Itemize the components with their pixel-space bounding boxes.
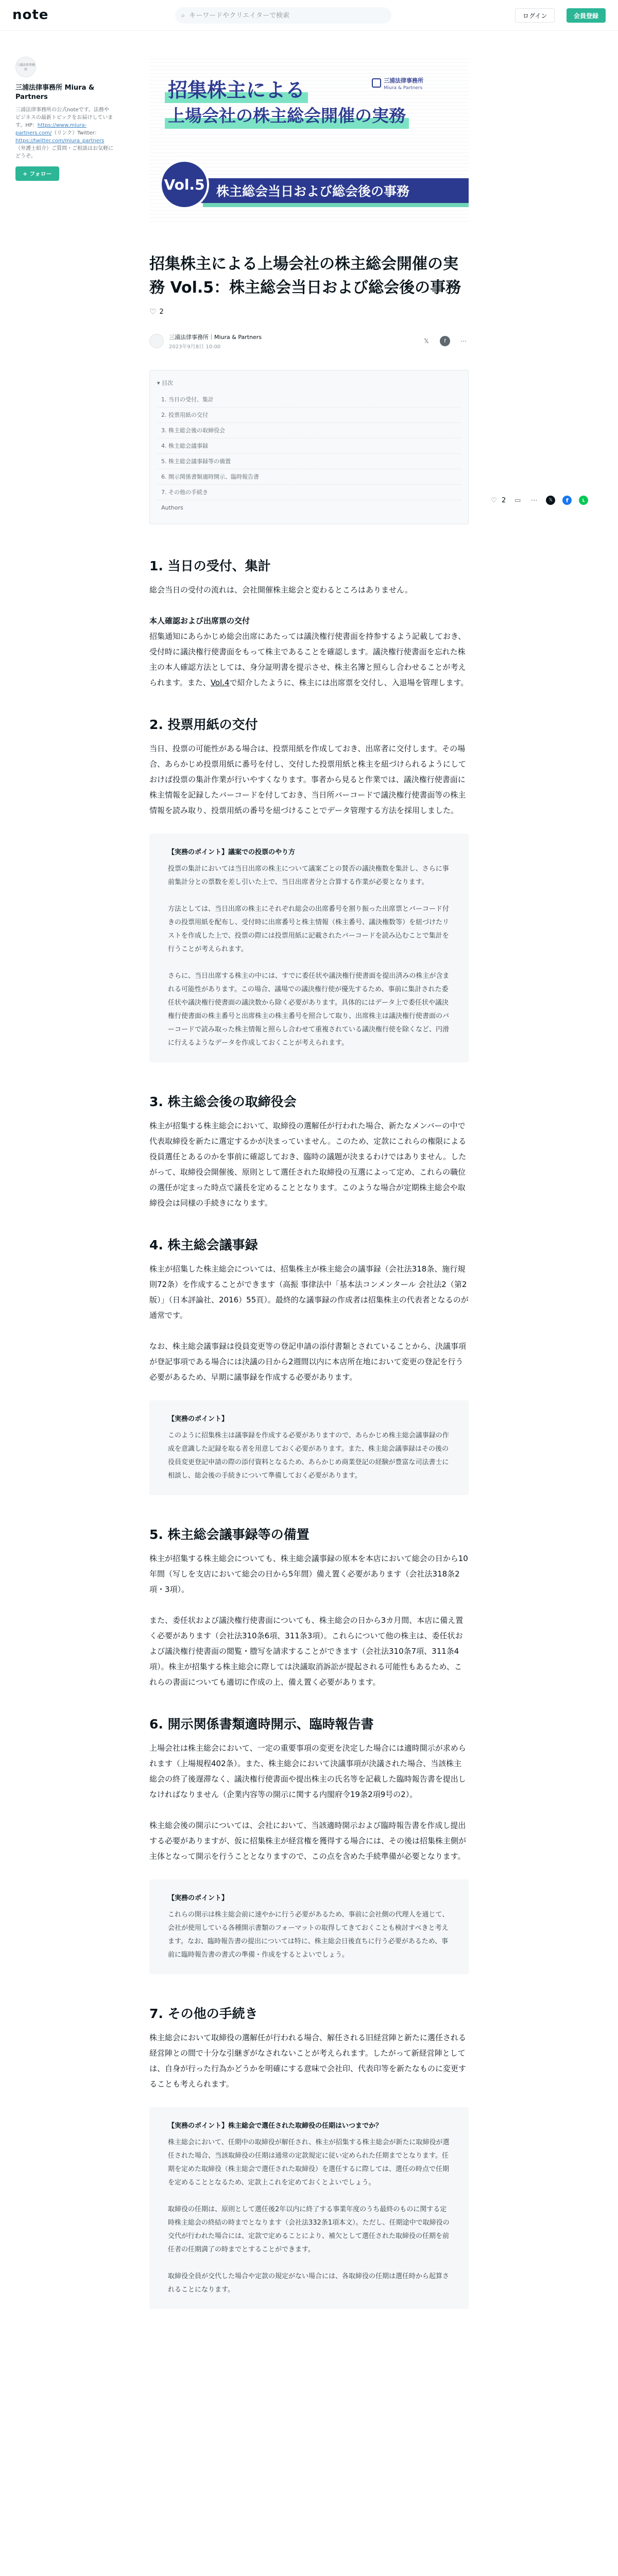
bio-prefix: 三浦法律事務所の公式noteです。法務やビジネスの最新トピックをお届けしています。HP： [15,107,113,128]
creator-avatar[interactable] [15,57,36,77]
box-paragraph: さらに、当日出席する株主の中には、すでに委任状や議決権行使書面を提出済みの株主が含まれる可能性があります。この場合、議場での議決権行使が優先するため、事前に集計された委任状や議決権行使書面の議決数から除く必要があります。具体的にはデータ上で委任状や議決権行使書面の株主番号と出席株主の株主番号を照合して取り、出席株主は議決権行使書面のバーコードで読み取った株主情報と照らし合わせて重複されている議決権行使を除くなど、円滑に行えるようなデータを作成しておくことが考えられます。 [168,972,450,1047]
section-3 [149,1093,469,1211]
author-avatar[interactable] [149,334,164,348]
article-title: 招集株主による上場会社の株主総会開催の実務 Vol.5：株主総会当日および総会後の事務 [149,255,461,297]
paragraph-text: 招集通知にあらかじめ総会出席にあたっては議決権行使書面を持参するよう記載しておき、受付時に議決権行使書面をもって株主であることを確認します。議決権行使書面を忘れた株主の本人確認方法としては、身分証明書を提示させ、株主名簿と照らし合わせることが考えられます。また、 [149,632,466,687]
comment-icon[interactable]: ▭ [514,496,521,504]
toc-item[interactable]: 5. 株主総会議事録等の備置 [157,454,461,469]
section-heading: 2. 投票用紙の交付 [149,717,258,732]
box-paragraph: 方法としては、当日出席の株主にそれぞれ総会の出席番号を割り振った出席票とバーコード付きの投票用紙を配布し、受付時に出席番号と株主情報（株主番号、議決権数等）を紐づけたリストを作成した上で、投票の際には投票用紙に記載されたバーコードを読み込むことで集計を行うことが考えられます。 [168,905,450,953]
vol4-link[interactable]: Vol.4 [210,678,230,687]
like-count: 2 [159,308,164,316]
section-heading: 3. 株主総会後の取締役会 [149,1094,297,1109]
floating-like-count: 2 [502,496,506,504]
hero-vol-badge: Vol.5 [160,160,209,209]
share-facebook-icon[interactable]: f [562,496,572,505]
subheading: 本人確認および出席票の交付 [149,616,250,625]
toc-item[interactable]: 3. 株主総会後の取締役会 [157,423,461,438]
practice-point-box [149,1400,469,1495]
hero-firm-en: Miura & Partners [384,86,423,91]
global-header [0,0,618,31]
bio-link-hp[interactable]: https://www.miura-partners.com/ [15,123,87,136]
box-title: 【実務のポイント】議案での投票のやり方 [168,849,296,856]
hero-image [149,57,469,225]
box-title: 【実務のポイント】 [168,1415,229,1423]
creator-name[interactable]: 三浦法律事務所 Miura & Partners [15,84,95,101]
section-heading: 4. 株主総会議事録 [149,1238,258,1252]
hero-band-accent [203,203,469,207]
share-x-icon[interactable]: 𝕏 [546,496,555,505]
section-heading: 1. 当日の受付、集計 [149,558,271,573]
section-4 [149,1236,469,1495]
search-bar[interactable] [175,7,391,24]
toc-item[interactable]: 6. 開示関係書類適時開示、臨時報告書 [157,469,461,485]
section-2 [149,716,469,1062]
practice-point-box [149,834,469,1062]
toc-item[interactable]: 7. その他の手続き [157,485,461,500]
article [149,252,469,2309]
note-logo[interactable]: note [12,7,49,23]
section-heading: 5. 株主総会議事録等の備置 [149,1527,310,1542]
toc-item[interactable]: 2. 投票用紙の交付 [157,408,461,423]
heart-icon[interactable]: ♡ [491,496,497,504]
box-title: 【実務のポイント】株主総会で選任された取締役の任期はいつまでか？ [168,2122,383,2130]
signup-button[interactable]: 会員登録 [566,8,606,23]
avatar-label: 三浦法律事務所 [16,63,35,72]
share-facebook-icon[interactable]: f [440,336,450,346]
box-paragraph: 取締役全員が交代した場合や定款の規定がない場合には、各取締役の任期は選任時から起算されることになります。 [168,2273,450,2294]
section-6 [149,1716,469,1974]
follow-plus-icon: + [23,170,28,177]
login-button[interactable]: ログイン [515,8,555,23]
bio-suffix: （弁護士紹介）ご質問・ご相談はお気軽にどうぞ。 [15,146,113,159]
paragraph-text: で紹介したように、株主には出席票を交付し、入退場を管理します。 [229,678,469,687]
toc-heading-label: 目次 [162,380,174,386]
paragraph [149,629,469,690]
follow-label: フォロー [29,171,52,177]
paragraph: 当日、投票の可能性がある場合は、投票用紙を作成しておき、出席者に交付します。その場合、あらかじめ投票用紙に番号を付し、交付した投票用紙と株主を紐づけられるようにしておけば投票の集計作業が行いやすくなります。事者から見ると作業では、議決権行使書面に株主情報を記録したバーコードを付しておき、当日所バーコードで議決権行使書面等の株主情報を読み取り、投票用紙の番号を紐づけることでデータ管理する方法を採用しました。 [149,744,467,815]
paragraph: 総会当日の受付の流れは、会社開催株主総会と変わるところはありません。 [149,585,413,595]
section-heading: 7. その他の手続き [149,2006,258,2021]
hero-firm-jp: 三浦法律事務所 [384,77,423,84]
search-icon: ⌕ [181,11,185,20]
box-title: 【実務のポイント】 [168,1894,229,1902]
section-5 [149,1526,469,1690]
publish-date: 2023年9月8日 10:00 [169,344,221,350]
search-input[interactable] [189,12,374,20]
table-of-contents [149,370,469,524]
author-row [149,331,469,351]
paragraph: なお、株主総会議事録は役員変更等の登記申請の添付書類とされていることから、決議事項が登記事項である場合には決議の日から2週間以内に本店所在地において変更の登記を行う必要があるため、早期に議事録を作成する必要があります。 [149,1342,467,1382]
hero-title-line2: 上場会社の株主総会開催の実務 [165,103,409,129]
hero-firm-name [384,77,423,92]
box-paragraph: 株主総会において、任期中の取締役が解任され、株主が招集する株主総会が新たに取締役が選任された場合、当該取締役の任期は通常の定款規定に従い定められた任期までとなります。任期を定めた取締役（株主総会で選任された取締役）を選任するに際しては、選任の時点で任期を定めることとなるため、定款上これを定めておくとよいでしょう。 [168,2139,450,2187]
box-paragraph: 投票の集計においては当日出席の株主について議案ごとの賛否の議決権数を集計し、さらに事前集計分との票数を差し引いた上で、当日出席者分と合算する作業が必要となります。 [168,865,449,886]
author-name[interactable]: 三浦法律事務所｜Miura & Partners [169,333,262,341]
paragraph: 株主が招集する株主総会において、取締役の選解任が行われた場合、新たなメンバーの中で代表取締役を新たに選定するかが決まっていません。このため、定款にこれらの権限による役員選任とあるのかを事前に確認しておき、臨時の議題が決まるわけではありません。したがって、取締役会開催後、原則として選任された取締役の互選によって定め、これらの職位の選任が定まった時点で議長を定めることとなります。このような場合が定期株主総会や取締役会は同様の手続きになります。 [149,1121,467,1208]
section-1 [149,557,469,690]
toc-heading[interactable] [157,379,461,387]
toc-item[interactable]: Authors [161,504,183,511]
section-7 [149,2005,469,2309]
paragraph: 株主が招集した株主総会については、招集株主が株主総会の議事録（会社法318条、施行規則72条）を作成することができます（高振 事律法中「基本法コンメンタール 会社法2（第2版）」（日本評論社、2016）55頁）。最終的な議事録の作成者は招集株主の代表者となるのが通常です。 [149,1264,469,1320]
share-icons [421,336,469,346]
share-x-icon[interactable]: 𝕏 [424,337,429,345]
section-heading: 6. 開示関係書類適時開示、臨時報告書 [149,1717,374,1732]
hero-band: 株主総会当日および総会後の事務 [196,178,469,203]
box-paragraph: 取締役の任期は、原則として選任後2年以内に終了する事業年度のうち最終のものに関する定時株主総会の終結の時までとなります（会社法332条1項本文）。ただし、任期途中で取締役の交代が行われた場合には、定款で定めることにより、補欠として選任された取締役の任期を前任者の任期満了の時までとすることができます。 [168,2206,450,2253]
paragraph: また、委任状および議決権行使書面についても、株主総会の日から3カ月間、本店に備え置く必要があります（会社法310条6項、311条3項）。これらについて他の株主は、委任状および議決権行使書面の閲覧・謄写を請求することができます（会社法310条7項、311条4項）。株主が招集する株主総会に際しては決議取消訴訟が提起される可能性もあるため、これらの書面についても適切に作成の上、備え置く必要があります。 [149,1616,464,1687]
like-row [149,307,469,316]
share-line-icon[interactable]: L [579,496,588,505]
paragraph: 株主が招集する株主総会についても、株主総会議事録の原本を本店において総会の日から10年間（写しを支店において総会の日から5年間）備え置く必要があります（会社法318条2項・3項）。 [149,1554,468,1594]
floating-actions [489,496,588,505]
firm-logo-icon [372,78,381,88]
paragraph: 株主総会において取締役の選解任が行われる場合、解任される旧経営陣と新たに選任される経営陣との間で十分な引継ぎがなされないことが考えられます。したがって新経営陣としては、自身が行った行為かどうかを明確にする意味で会社印、代表印等を新たなものに変更することも考えられます。 [149,2033,467,2089]
bio-link-twitter[interactable]: https://twitter.com/miura_partners [15,138,105,144]
more-options-icon[interactable]: ⋯ [460,337,467,345]
box-paragraph: これらの開示は株主総会前に速やかに行う必要があるため、事前に会社側の代理人を通じて、会社が使用している各種開示書類のフォーマットの取得してきておくことも検討すべきと考えます。なお、臨時報告書の提出については特に、株主総会日後直ちに行う必要があるため、事前に臨時報告書の書式の準備・作成をするとよいでしょう。 [168,1911,449,1959]
paragraph: 株主総会後の開示については、会社において、当該適時開示および臨時報告書を作成し提出する必要がありますが、仮に招集株主が経営権を獲得する場合には、その後は招集株主側が主体となって開示を行うこととなりますので、この点を含めた手続準備が必要となります。 [149,1821,467,1861]
author-meta [169,333,262,350]
bio-mid: （リンク）Twitter： [52,130,100,136]
practice-point-box [149,2107,469,2309]
creator-bio [15,106,113,160]
toc-item[interactable]: 4. 株主総会議事録 [157,438,461,454]
follow-button[interactable] [15,166,59,181]
toc-collapse-icon: ▾ [157,380,162,386]
more-options-icon[interactable]: ⋯ [530,496,538,504]
paragraph: 上場会社は株主総会において、一定の重要事項の変更を決定した場合には適時開示が求められます（上場規程402条）。また、株主総会において決議事項が決議された場合、当該株主総会の終了後遅滞なく、議決権行使書面や提出株主の氏名等を記載した臨時報告書を提出しなければなりません（企業内容等の開示に関する内閣府令19条2項9号の2）。 [149,1743,466,1799]
heart-icon[interactable]: ♡ [149,307,157,316]
toc-item[interactable]: 1. 当日の受付、集計 [157,392,461,408]
box-paragraph: このように招集株主は議事録を作成する必要がありますので、あらかじめ株主総会議事録の作成を意識した記録を取る者を用意しておく必要があります。また、株主総会議事録はその後の役員変更登記申請の際の添付資料となるため、あらかじめ商業登記の経験が豊富な司法書士に相談し、総会後の手続きについて準備しておく必要があります。 [168,1432,449,1480]
creator-sidebar [15,57,113,181]
hero-title-line1: 招集株主による [165,77,308,103]
practice-point-box [149,1879,469,1974]
